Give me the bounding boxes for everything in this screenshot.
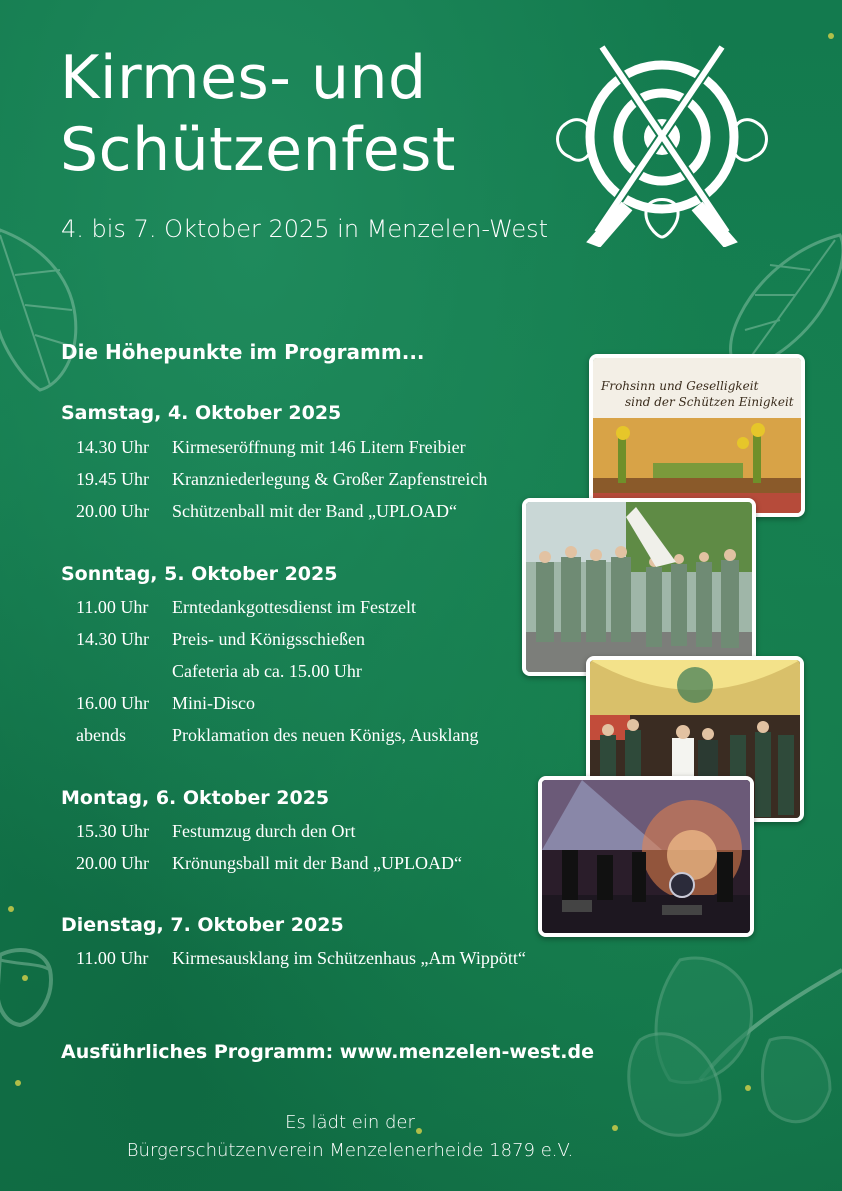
event-text: Preis- und Königsschießen [172,629,365,649]
event-time: 14.30 Uhr [76,437,149,457]
invite-line-1: Es lädt ein der [285,1112,415,1133]
shooting-target-crossed-rifles-emblem-icon [552,42,772,247]
sparkle-dot [828,33,834,39]
sparkle-dot [8,906,14,912]
event-row [76,821,355,842]
event-row [76,693,255,714]
sparkle-dot [22,975,28,981]
title-line-1: Kirmes- und [60,43,427,113]
program-website-link[interactable]: Ausführliches Programm: www.menzelen-west.de [61,1041,594,1063]
banner-text-line-1: Frohsinn und Geselligkeit [601,379,759,393]
photo-parade-march [522,498,756,676]
oak-leaf-right-icon [700,225,842,375]
event-row [76,437,466,458]
photo-festival-stage [589,354,805,517]
day-heading-saturday: Samstag, 4. Oktober 2025 [61,402,342,424]
event-text: Schützenball mit der Band „UPLOAD“ [172,501,457,521]
event-row [76,725,478,746]
event-row [76,948,526,969]
event-text: Cafeteria ab ca. 15.00 Uhr [172,661,362,681]
photo-band-concert [538,776,754,937]
event-text: Erntedankgottesdienst im Festzelt [172,597,416,617]
day-heading-tuesday: Dienstag, 7. Oktober 2025 [61,914,344,936]
acorn-left-icon [0,935,60,1030]
subtitle: 4. bis 7. Oktober 2025 in Menzelen-West [61,215,549,243]
event-time: 11.00 Uhr [76,597,149,617]
event-text: Mini-Disco [172,693,255,713]
event-time: abends [76,725,126,745]
banner-text-line-2: sind der Schützen Einigkeit [625,395,794,409]
event-text: Kirmesausklang im Schützenhaus „Am Wippött“ [172,948,526,968]
event-time: 16.00 Uhr [76,693,149,713]
event-row [76,597,416,618]
day-heading-monday: Montag, 6. Oktober 2025 [61,787,330,809]
event-text: Kranzniederlegung & Großer Zapfenstreich [172,469,488,489]
sparkle-dot [15,1080,21,1086]
invite-line-2: Bürgerschützenverein Menzelenerheide 1879 e.V. [126,1140,574,1161]
title-line-2: Schützenfest [60,115,456,185]
event-text: Festumzug durch den Ort [172,821,356,841]
event-time: 20.00 Uhr [76,853,149,873]
event-row [76,501,457,522]
event-time: 20.00 Uhr [76,501,149,521]
program-heading: Die Höhepunkte im Programm... [61,340,425,364]
event-row [76,661,362,682]
event-time: 15.30 Uhr [76,821,149,841]
event-text: Krönungsball mit der Band „UPLOAD“ [172,853,462,873]
event-row [76,629,365,650]
oak-leaf-left-icon [0,225,90,395]
sparkle-dot [745,1085,751,1091]
day-heading-sunday: Sonntag, 5. Oktober 2025 [61,563,338,585]
event-time: 14.30 Uhr [76,629,149,649]
event-row [76,469,487,490]
event-text: Kirmeseröffnung mit 146 Litern Freibier [172,437,466,457]
page-title [60,42,456,186]
event-row [76,853,462,874]
event-text: Proklamation des neuen Königs, Ausklang [172,725,479,745]
event-time: 19.45 Uhr [76,469,149,489]
event-time: 11.00 Uhr [76,948,149,968]
